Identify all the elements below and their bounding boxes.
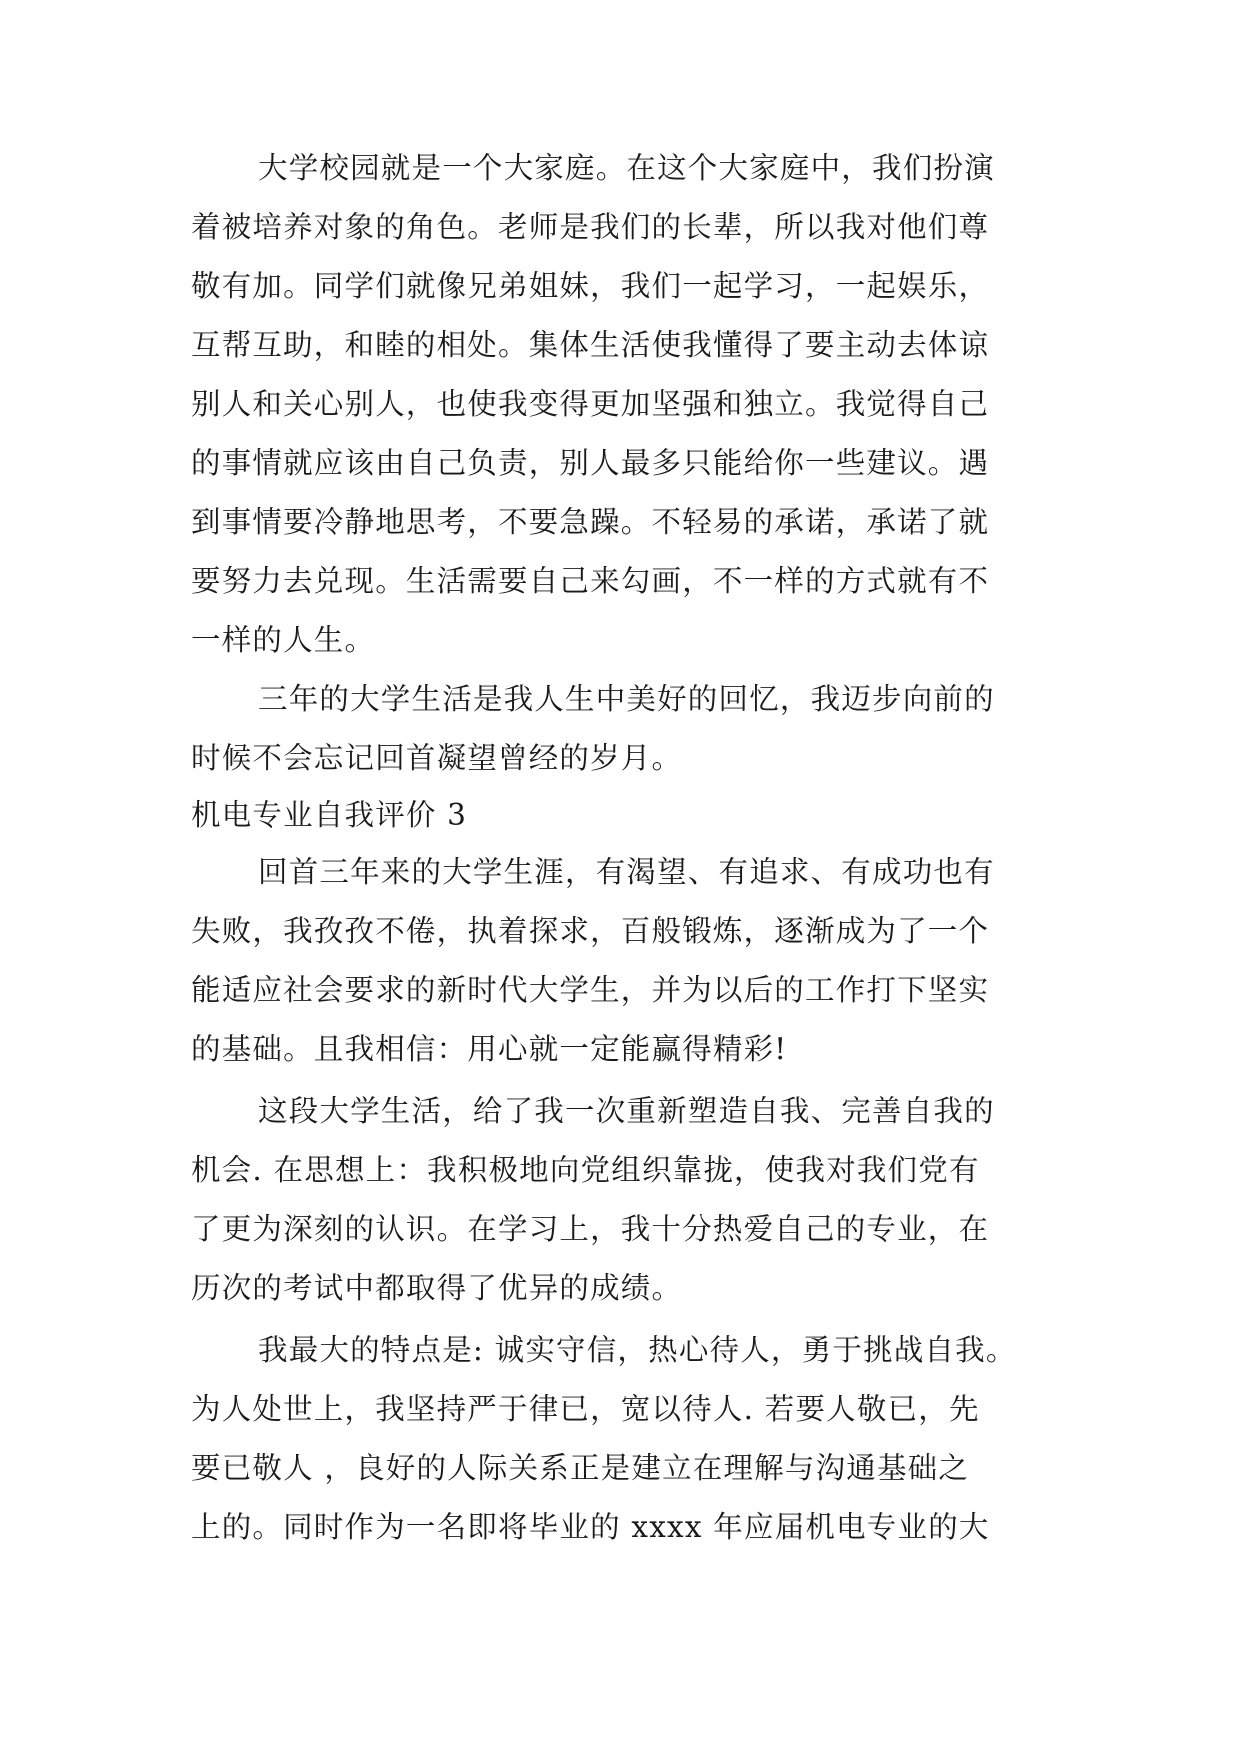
text-line: 机会. 在思想上：我积极地向党组织靠拢，使我对我们党有	[191, 1153, 980, 1187]
text-line: 我最大的特点是: 诚实守信，热心待人，勇于挑战自我。	[258, 1333, 1017, 1367]
text-line: 到事情要冷静地思考，不要急躁。不轻易的承诺，承诺了就	[191, 505, 990, 539]
text-line: 三年的大学生活是我人生中美好的回忆，我迈步向前的	[258, 682, 995, 716]
text-line: 的基础。且我相信：用心就一定能赢得精彩!	[191, 1032, 788, 1066]
text-line: 能适应社会要求的新时代大学生，并为以后的工作打下坚实	[191, 973, 990, 1007]
text-line: 时候不会忘记回首凝望曾经的岁月。	[191, 741, 683, 775]
text-line: 历次的考试中都取得了优异的成绩。	[191, 1271, 683, 1305]
text-line: 别人和关心别人，也使我变得更加坚强和独立。我觉得自己	[191, 387, 990, 421]
text-line: 为人处世上，我坚持严于律已，宽以待人. 若要人敬已，先	[191, 1392, 980, 1426]
text-line: 失败，我孜孜不倦，执着探求，百般锻炼，逐渐成为了一个	[191, 914, 990, 948]
text-line: 回首三年来的大学生涯，有渴望、有追求、有成功也有	[258, 855, 995, 889]
text-line: 上的。同时作为一名即将毕业的 xxxx 年应届机电专业的大	[191, 1510, 990, 1544]
section-heading: 机电专业自我评价 3	[191, 798, 468, 832]
text-line: 一样的人生。	[191, 623, 376, 657]
text-line: 着被培养对象的角色。老师是我们的长辈，所以我对他们尊	[191, 210, 990, 244]
text-line: 的事情就应该由自己负责，别人最多只能给你一些建议。遇	[191, 446, 990, 480]
text-line: 互帮互助，和睦的相处。集体生活使我懂得了要主动去体谅	[191, 328, 990, 362]
text-line: 了更为深刻的认识。在学习上，我十分热爱自己的专业，在	[191, 1212, 990, 1246]
text-line: 敬有加。同学们就像兄弟姐妹，我们一起学习，一起娱乐，	[191, 269, 990, 303]
text-line: 要努力去兑现。生活需要自己来勾画，不一样的方式就有不	[191, 564, 990, 598]
text-line: 要已敬人 ，良好的人际关系正是建立在理解与沟通基础之	[191, 1451, 970, 1485]
text-line: 大学校园就是一个大家庭。在这个大家庭中，我们扮演	[258, 151, 995, 185]
text-line: 这段大学生活，给了我一次重新塑造自我、完善自我的	[258, 1094, 995, 1128]
